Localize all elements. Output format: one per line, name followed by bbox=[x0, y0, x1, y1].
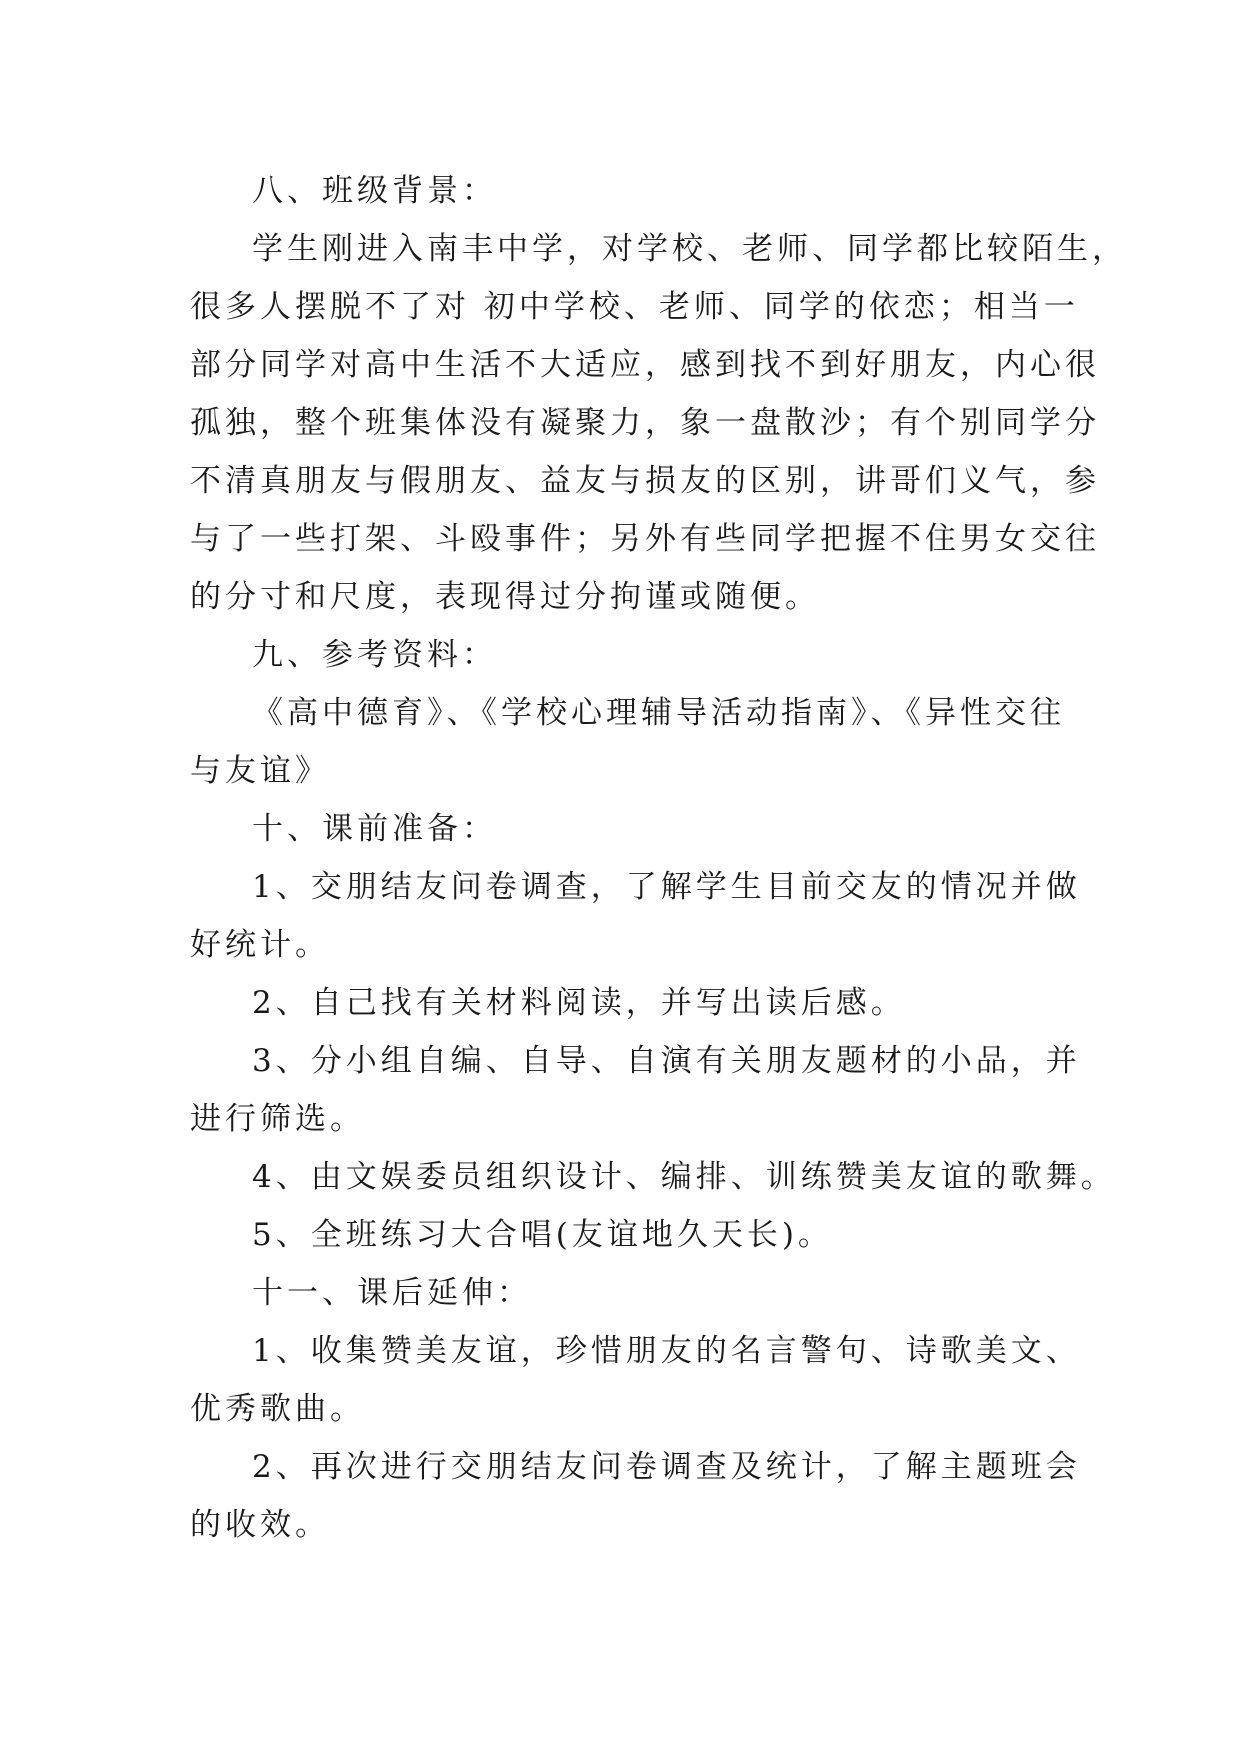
section-heading bbox=[190, 162, 1060, 220]
text-line: 1、交朋结友问卷调查，了解学生目前交友的情况并做 bbox=[252, 869, 1081, 905]
text-line: 2、自己找有关材料阅读，并写出读后感。 bbox=[252, 985, 906, 1021]
text-line: 《高中德育》、《学校心理辅导活动指南》、《异性交往 bbox=[252, 695, 1065, 731]
text-line: 好统计。 bbox=[190, 927, 330, 963]
text-line: 与友谊》 bbox=[190, 753, 330, 789]
text-line: 的收效。 bbox=[190, 1507, 330, 1543]
text-line: 2、再次进行交朋结友问卷调查及统计，了解主题班会 bbox=[252, 1449, 1081, 1485]
text-line: 5、全班练习大合唱(友谊地久天长)。 bbox=[252, 1217, 833, 1253]
paragraph bbox=[190, 1438, 1081, 1554]
text-line: 进行筛选。 bbox=[190, 1101, 365, 1137]
section-heading bbox=[190, 626, 1060, 684]
text-line: 九、参考资料： bbox=[252, 637, 497, 673]
paragraph bbox=[190, 1148, 1116, 1206]
text-line: 八、班级背景： bbox=[252, 173, 497, 209]
text-line: 4、由文娱委员组织设计、编排、训练赞美友谊的歌舞。 bbox=[252, 1159, 1116, 1195]
text-line: 与了一些打架、斗殴事件；另外有些同学把握不住男女交往 bbox=[190, 521, 1100, 557]
text-line: 3、分小组自编、自导、自演有关朋友题材的小品，并 bbox=[252, 1043, 1081, 1079]
section-heading bbox=[190, 1264, 1060, 1322]
paragraph bbox=[190, 858, 1081, 974]
text-line: 很多人摆脱不了对 初中学校、老师、同学的依恋；相当一 bbox=[190, 289, 1079, 325]
text-line: 部分同学对高中生活不大适应，感到找不到好朋友，内心很 bbox=[190, 347, 1100, 383]
paragraph bbox=[190, 1032, 1081, 1148]
text-line: 十一、课后延伸： bbox=[252, 1275, 532, 1311]
paragraph bbox=[190, 1322, 1081, 1438]
text-line: 十、课前准备： bbox=[252, 811, 497, 847]
paragraph bbox=[190, 974, 1060, 1032]
document-body bbox=[190, 162, 1127, 1554]
paragraph bbox=[190, 220, 1127, 626]
paragraph bbox=[190, 684, 1065, 800]
section-heading bbox=[190, 800, 1060, 858]
text-line: 优秀歌曲。 bbox=[190, 1391, 365, 1427]
text-line: 孤独，整个班集体没有凝聚力，象一盘散沙；有个别同学分 bbox=[190, 405, 1100, 441]
text-line: 不清真朋友与假朋友、益友与损友的区别，讲哥们义气，参 bbox=[190, 463, 1100, 499]
paragraph bbox=[190, 1206, 1060, 1264]
text-line: 1、收集赞美友谊，珍惜朋友的名言警句、诗歌美文、 bbox=[252, 1333, 1081, 1369]
text-line: 学生刚进入南丰中学，对学校、老师、同学都比较陌生， bbox=[252, 231, 1127, 267]
text-line: 的分寸和尺度，表现得过分拘谨或随便。 bbox=[190, 579, 820, 615]
